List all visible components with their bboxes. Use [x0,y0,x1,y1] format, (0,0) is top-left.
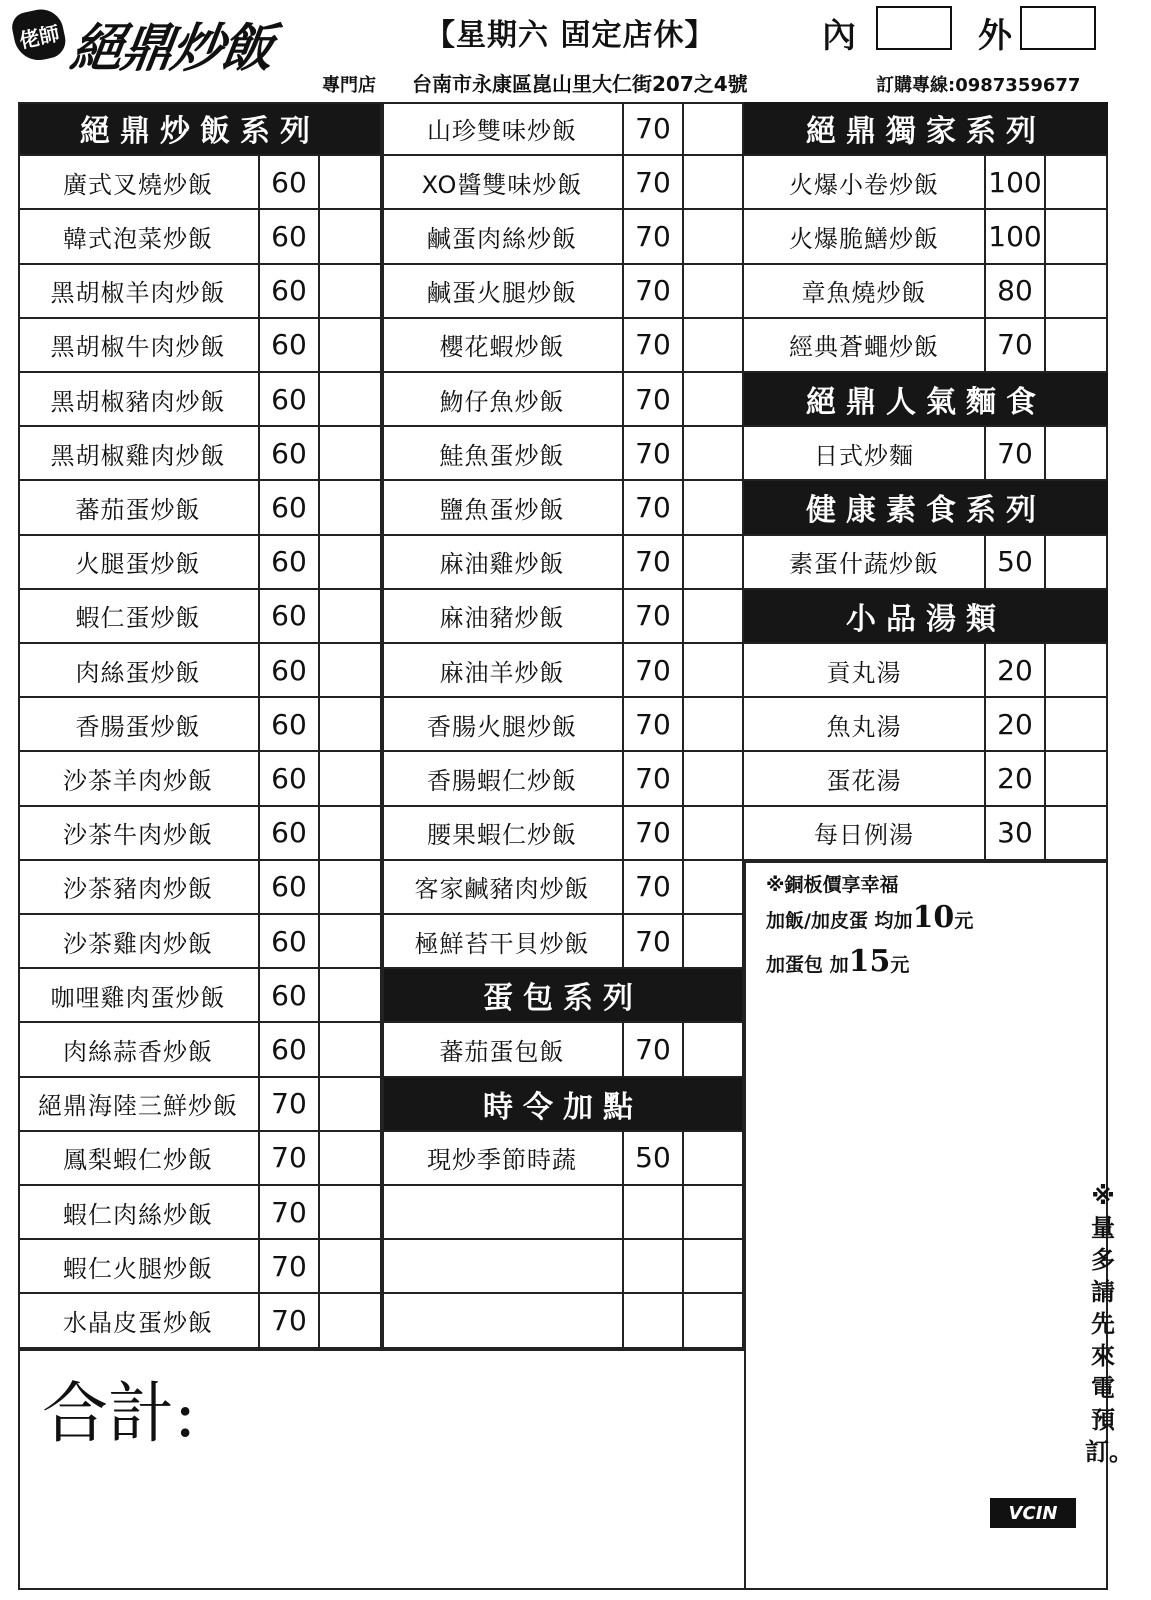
menu-item-price: 100 [986,156,1046,210]
menu-item-price: 20 [986,698,1046,752]
order-phone: 訂購專線:0987359677 [876,75,1081,96]
menu-item-name: 蕃茄蛋包飯 [382,1023,624,1077]
menu-item-quantity-box[interactable] [320,319,382,373]
menu-item-price: 70 [986,427,1046,481]
shop-address: 台南市永康區崑山里大仁街207之4號 [412,72,748,96]
notes-extra-rice [766,900,973,935]
menu-item-name: 香腸火腿炒飯 [382,698,624,752]
menu-item-quantity-box[interactable] [684,752,744,806]
menu-item-price: 60 [260,427,320,481]
menu-item-quantity-box[interactable] [320,481,382,535]
notes-extra-rice-unit: 元 [954,910,974,932]
menu-item-name: 香腸蛋炒飯 [18,698,260,752]
menu-item-name: 絕鼎海陸三鮮炒飯 [18,1078,260,1132]
menu-item-quantity-box[interactable] [684,1132,744,1186]
menu-item-name: 章魚燒炒飯 [744,265,986,319]
menu-item-quantity-box[interactable] [1046,698,1108,752]
header-fried-rice-series: 絕鼎炒飯系列 [18,102,382,156]
menu-item-name: 火腿蛋炒飯 [18,536,260,590]
menu-item-quantity-box[interactable] [684,265,744,319]
dine-in-checkbox[interactable] [876,6,952,50]
menu-item-name: 經典蒼蠅炒飯 [744,319,986,373]
menu-item-name: 櫻花蝦炒飯 [382,319,624,373]
menu-item-price: 60 [260,319,320,373]
menu-item-quantity-box[interactable] [684,427,744,481]
menu-item-price: 60 [260,1023,320,1077]
empty-cell[interactable] [684,1294,744,1348]
menu-item-name: 鮭魚蛋炒飯 [382,427,624,481]
menu-item-quantity-box[interactable] [1046,536,1108,590]
menu-item-quantity-box[interactable] [684,915,744,969]
menu-item-price: 60 [260,590,320,644]
menu-item-price: 70 [624,807,684,861]
menu-item-price: 70 [624,427,684,481]
menu-item-name: 香腸蝦仁炒飯 [382,752,624,806]
menu-item-name: 魚丸湯 [744,698,986,752]
closed-day-notice: 【星期六 固定店休】 [425,18,716,53]
menu-item-quantity-box[interactable] [320,969,382,1023]
menu-item-price: 70 [260,1186,320,1240]
menu-item-price: 70 [260,1132,320,1186]
header-seasonal-extras: 時令加點 [382,1078,744,1132]
notes-extra-rice-text: 加飯/加皮蛋 均加 [766,910,913,932]
menu-item-name: 山珍雙味炒飯 [382,102,624,156]
menu-item-name: 麻油豬炒飯 [382,590,624,644]
takeout-label: 外 [978,16,1012,56]
menu-item-price: 70 [624,102,684,156]
menu-item-price: 60 [260,915,320,969]
menu-item-quantity-box[interactable] [684,156,744,210]
notes-extra-omelet-text: 加蛋包 加 [766,954,849,976]
menu-item-quantity-box[interactable] [1046,210,1108,264]
menu-item-quantity-box[interactable] [320,1240,382,1294]
menu-item-name: 沙茶雞肉炒飯 [18,915,260,969]
printer-stamp: VCIN [990,1498,1076,1528]
header-noodles: 絕鼎人氣麵食 [744,373,1108,427]
menu-item-quantity-box[interactable] [684,210,744,264]
menu-item-name: 黑胡椒牛肉炒飯 [18,319,260,373]
menu-item-price: 20 [986,752,1046,806]
menu-item-quantity-box[interactable] [320,915,382,969]
notes-extra-rice-amount: 10 [912,900,955,935]
menu-item-price: 70 [986,319,1046,373]
menu-item-price: 20 [986,644,1046,698]
menu-item-name: 麻油羊炒飯 [382,644,624,698]
menu-item-price: 70 [624,915,684,969]
shop-type: 專門店 [322,75,376,96]
menu-item-price: 70 [624,265,684,319]
menu-item-name: 蝦仁蛋炒飯 [18,590,260,644]
menu-item-price: 60 [260,752,320,806]
empty-cell[interactable] [624,1186,684,1240]
menu-item-name: 咖哩雞肉蛋炒飯 [18,969,260,1023]
menu-item-price: 60 [260,481,320,535]
menu-item-quantity-box[interactable] [684,102,744,156]
menu-item-price: 70 [624,373,684,427]
menu-item-price: 70 [624,861,684,915]
menu-item-quantity-box[interactable] [1046,427,1108,481]
menu-item-quantity-box[interactable] [1046,265,1108,319]
empty-cell[interactable] [382,1294,624,1348]
menu-item-quantity-box[interactable] [684,644,744,698]
menu-item-quantity-box[interactable] [320,1294,382,1348]
menu-item-quantity-box[interactable] [320,1078,382,1132]
menu-item-price: 60 [260,156,320,210]
empty-cell[interactable] [382,1240,624,1294]
menu-item-name: 現炒季節時蔬 [382,1132,624,1186]
header-exclusive-series: 絕鼎獨家系列 [744,102,1108,156]
menu-item-quantity-box[interactable] [320,210,382,264]
menu-item-quantity-box[interactable] [320,156,382,210]
dine-in-label: 內 [822,16,856,56]
notes-extra-omelet [766,944,909,979]
menu-item-name: 韓式泡菜炒飯 [18,210,260,264]
notes-extra-omelet-unit: 元 [890,954,910,976]
notes-extra-omelet-amount: 15 [848,944,891,979]
menu-item-quantity-box[interactable] [1046,156,1108,210]
menu-item-quantity-box[interactable] [320,1023,382,1077]
menu-item-price: 60 [260,861,320,915]
menu-item-name: 黑胡椒羊肉炒飯 [18,265,260,319]
menu-item-name: 鹹蛋肉絲炒飯 [382,210,624,264]
menu-item-name: 鹹蛋火腿炒飯 [382,265,624,319]
menu-item-price: 70 [260,1078,320,1132]
menu-item-name: 沙茶豬肉炒飯 [18,861,260,915]
menu-item-price: 70 [624,319,684,373]
menu-item-quantity-box[interactable] [320,373,382,427]
menu-item-price: 70 [624,590,684,644]
menu-item-quantity-box[interactable] [684,373,744,427]
menu-item-name: 黑胡椒雞肉炒飯 [18,427,260,481]
menu-item-name: 沙茶羊肉炒飯 [18,752,260,806]
menu-item-quantity-box[interactable] [684,481,744,535]
menu-item-price: 50 [986,536,1046,590]
menu-item-name: 客家鹹豬肉炒飯 [382,861,624,915]
header-soups: 小品湯類 [744,590,1108,644]
menu-item-price: 70 [624,536,684,590]
menu-item-quantity-box[interactable] [684,536,744,590]
menu-item-quantity-box[interactable] [320,807,382,861]
menu-item-price: 60 [260,265,320,319]
menu-item-price: 70 [260,1240,320,1294]
menu-item-price: 70 [624,1023,684,1077]
menu-item-price: 60 [260,807,320,861]
menu-item-price: 30 [986,807,1046,861]
menu-item-price: 60 [260,644,320,698]
menu-item-quantity-box[interactable] [320,698,382,752]
menu-item-name: 肉絲蛋炒飯 [18,644,260,698]
menu-item-price: 70 [260,1294,320,1348]
empty-cell[interactable] [624,1240,684,1294]
menu-item-quantity-box[interactable] [320,1132,382,1186]
menu-item-quantity-box[interactable] [684,807,744,861]
menu-item-name: XO醬雙味炒飯 [382,156,624,210]
header-omelet-series: 蛋包系列 [382,969,744,1023]
menu-item-name: 蕃茄蛋炒飯 [18,481,260,535]
menu-item-price: 70 [624,698,684,752]
menu-item-quantity-box[interactable] [684,590,744,644]
menu-item-name: 鳳梨蝦仁炒飯 [18,1132,260,1186]
menu-item-quantity-box[interactable] [320,1186,382,1240]
menu-item-price: 70 [624,156,684,210]
menu-item-price: 70 [624,644,684,698]
menu-item-name: 素蛋什蔬炒飯 [744,536,986,590]
empty-cell[interactable] [684,1240,744,1294]
menu-item-quantity-box[interactable] [1046,644,1108,698]
menu-item-name: 日式炒麵 [744,427,986,481]
menu-item-price: 50 [624,1132,684,1186]
menu-item-price: 60 [260,698,320,752]
menu-item-quantity-box[interactable] [320,427,382,481]
menu-item-quantity-box[interactable] [1046,319,1108,373]
menu-item-quantity-box[interactable] [684,861,744,915]
menu-item-price: 60 [260,210,320,264]
total-label: 合計: [42,1375,197,1452]
menu-item-name: 貢丸湯 [744,644,986,698]
menu-item-quantity-box[interactable] [684,1023,744,1077]
menu-item-price: 60 [260,536,320,590]
menu-item-quantity-box[interactable] [1046,752,1108,806]
menu-item-quantity-box[interactable] [320,644,382,698]
menu-item-name: 肉絲蒜香炒飯 [18,1023,260,1077]
menu-item-price: 70 [624,752,684,806]
menu-item-quantity-box[interactable] [320,590,382,644]
menu-item-quantity-box[interactable] [320,752,382,806]
menu-item-price: 70 [624,481,684,535]
menu-item-quantity-box[interactable] [1046,807,1108,861]
menu-item-name: 腰果蝦仁炒飯 [382,807,624,861]
empty-cell[interactable] [624,1294,684,1348]
reservation-note: ※量多請先來電預訂。 [1085,1182,1133,1466]
menu-item-name: 麻油雞炒飯 [382,536,624,590]
takeout-checkbox[interactable] [1020,6,1096,50]
menu-item-name: 每日例湯 [744,807,986,861]
menu-item-price: 60 [260,373,320,427]
menu-item-name: 蝦仁火腿炒飯 [18,1240,260,1294]
menu-item-name: 魩仔魚炒飯 [382,373,624,427]
menu-item-name: 蝦仁肉絲炒飯 [18,1186,260,1240]
menu-item-quantity-box[interactable] [320,861,382,915]
menu-item-quantity-box[interactable] [684,319,744,373]
menu-item-name: 廣式叉燒炒飯 [18,156,260,210]
logo-name: 絕鼎炒飯 [67,18,276,79]
menu-item-price: 100 [986,210,1046,264]
empty-cell[interactable] [684,1186,744,1240]
menu-item-quantity-box[interactable] [320,536,382,590]
menu-item-price: 70 [624,210,684,264]
menu-item-name: 極鮮苔干貝炒飯 [382,915,624,969]
menu-item-name: 火爆小卷炒飯 [744,156,986,210]
menu-item-price: 60 [260,969,320,1023]
menu-item-name: 水晶皮蛋炒飯 [18,1294,260,1348]
menu-item-price: 80 [986,265,1046,319]
menu-item-name: 火爆脆鱔炒飯 [744,210,986,264]
logo-tag: 佬師 [9,5,68,64]
notes-title: ※銅板價享幸福 [766,874,899,896]
menu-item-name: 蛋花湯 [744,752,986,806]
empty-cell[interactable] [382,1186,624,1240]
menu-item-name: 鹽魚蛋炒飯 [382,481,624,535]
header-vegetarian-series: 健康素食系列 [744,481,1108,535]
menu-item-quantity-box[interactable] [684,698,744,752]
menu-item-quantity-box[interactable] [320,265,382,319]
menu-item-name: 黑胡椒豬肉炒飯 [18,373,260,427]
menu-item-name: 沙茶牛肉炒飯 [18,807,260,861]
